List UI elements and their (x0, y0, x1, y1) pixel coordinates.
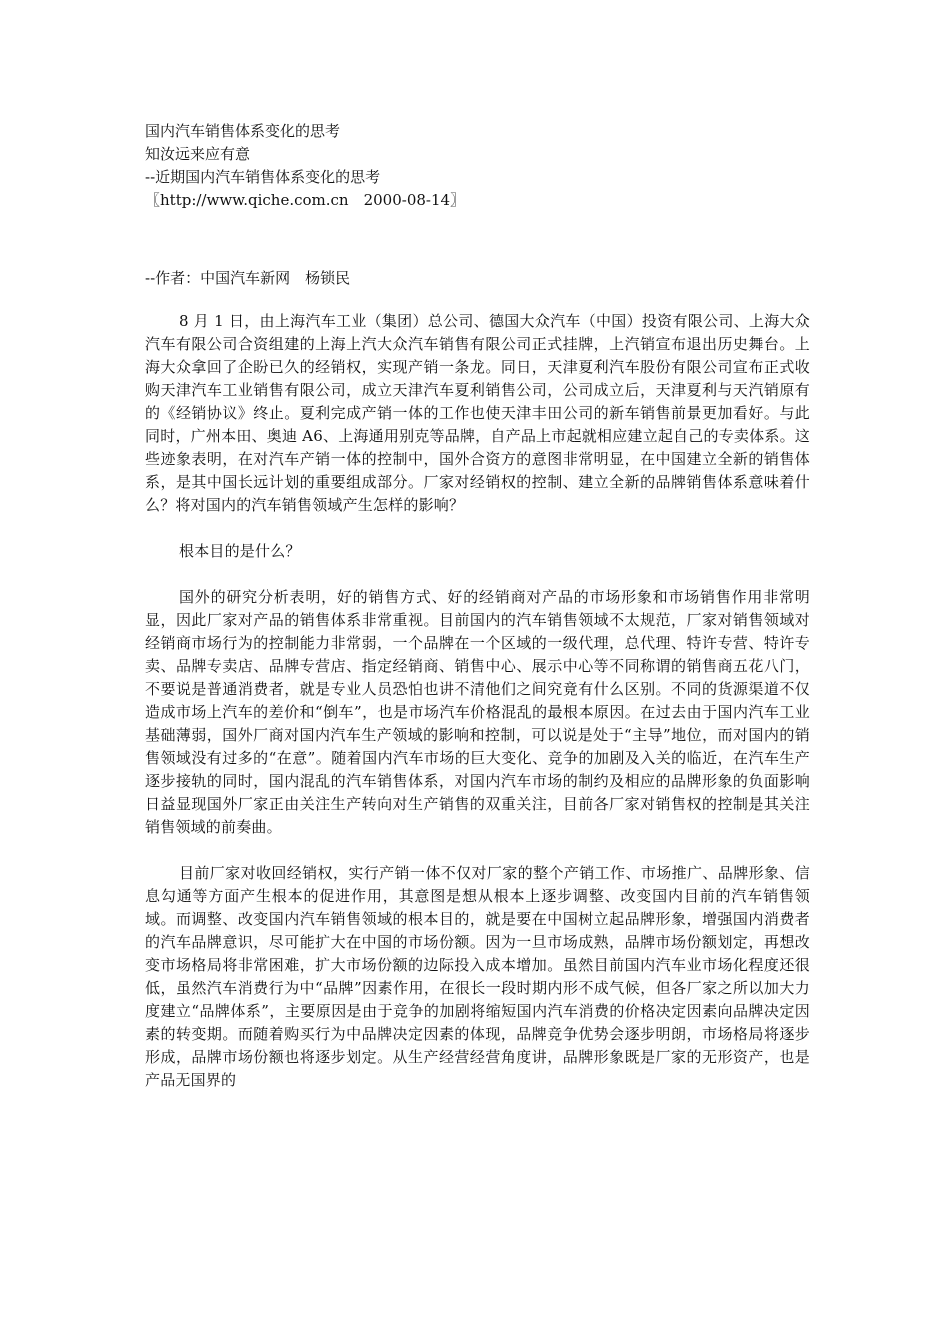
body-paragraph-2: 国外的研究分析表明，好的销售方式、好的经销商对产品的市场形象和市场销售作用非常明显，因此厂家对产品的销售体系非常重视。目前国内的汽车销售领域不太规范，厂家对销售领域对经销商市场行为的控制能力非常弱，一个品牌在一个区域的一级代理，总代理、特许专营、特许专卖、品牌专卖店、品牌专营店、指定经销商、销售中心、展示中心等不同称谓的销售商五花八门，不要说是普通消费者，就是专业人员恐怕也讲不清他们之间究竟有什么区别。不同的货源渠道不仅造成市场上汽车的差价和“倒车”，也是市场汽车价格混乱的最根本原因。在过去由于国内汽车工业基础薄弱，国外厂商对国内汽车生产领域的影响和控制，可以说是处于“主导”地位，而对国内的销售领域没有过多的“在意”。随着国内汽车市场的巨大变化、竞争的加剧及入关的临近，在汽车生产逐步接轨的同时，国内混乱的汽车销售体系，对国内汽车市场的制约及相应的品牌形象的负面影响日益显现国外厂家正由关注生产转向对生产销售的双重关注，目前各厂家对销售权的控制是其关注销售领域的前奏曲。 (145, 588, 810, 836)
spacer (145, 563, 810, 586)
spacer (145, 212, 810, 267)
spacer (145, 290, 810, 310)
spacer (145, 839, 810, 862)
document-title: 国内汽车销售体系变化的思考 (145, 122, 341, 140)
spacer (145, 517, 810, 540)
body-paragraph-3: 目前厂家对收回经销权，实行产销一体不仅对厂家的整个产销工作、市场推广、品牌形象、信息勾通等方面产生根本的促进作用，其意图是想从根本上逐步调整、改变国内目前的汽车销售领域。而调整、改变国内汽车销售领域的根本目的，就是要在中国树立起品牌形象，增强国内消费者的汽车品牌意识，尽可能扩大在中国的市场份额。因为一旦市场成熟，品牌市场份额划定，再想改变市场格局将非常困难，扩大市场份额的边际投入成本增加。虽然目前国内汽车业市场化程度还很低，虽然汽车消费行为中“品牌”因素作用，在很长一段时期内形不成气候，但各厂家之所以加大力度建立“品牌体系”，主要原因是由于竞争的加剧将缩短国内汽车消费的价格决定因素向品牌决定因素的转变期。而随着购买行为中品牌决定因素的体现，品牌竞争优势会逐步明朗，市场格局将逐步形成，品牌市场份额也将逐步划定。从生产经营经营角度讲，品牌形象既是厂家的无形资产，也是产品无国界的 (145, 864, 810, 1089)
author-line: --作者：中国汽车新网 杨锁民 (145, 269, 351, 287)
document-page (145, 120, 810, 1092)
body-paragraph-1: 8 月 1 日，由上海汽车工业（集团）总公司、德国大众汽车（中国）投资有限公司、上海大众汽车有限公司合资组建的上海上汽大众汽车销售有限公司正式挂牌，上汽销宣布退出历史舞台。上海大众拿回了企盼已久的经销权，实现产销一条龙。同日，天津夏利汽车股份有限公司宣布正式收购天津汽车工业销售有限公司，成立天津汽车夏利销售公司，公司成立后，天津夏利与天汽销原有的《经销协议》终止。夏利完成产销一体的工作也使天津丰田公司的新车销售前景更加看好。与此同时，广州本田、奥迪 A6、上海通用别克等品牌，自产品上市起就相应建立起自己的专卖体系。这些迹象表明，在对汽车产销一体的控制中，国外合资方的意图非常明显，在中国建立全新的销售体系，是其中国长远计划的重要组成部分。厂家对经销权的控制、建立全新的品牌销售体系意味着什么？将对国内的汽车销售领域产生怎样的影响？ (145, 312, 810, 514)
section-heading: 根本目的是什么？ (179, 542, 301, 560)
document-source: 〖http://www.qiche.com.cn 2000-08-14〗 (145, 191, 466, 209)
document-subtitle: 知汝远来应有意 (145, 145, 251, 163)
document-subtitle-secondary: --近期国内汽车销售体系变化的思考 (145, 168, 381, 186)
